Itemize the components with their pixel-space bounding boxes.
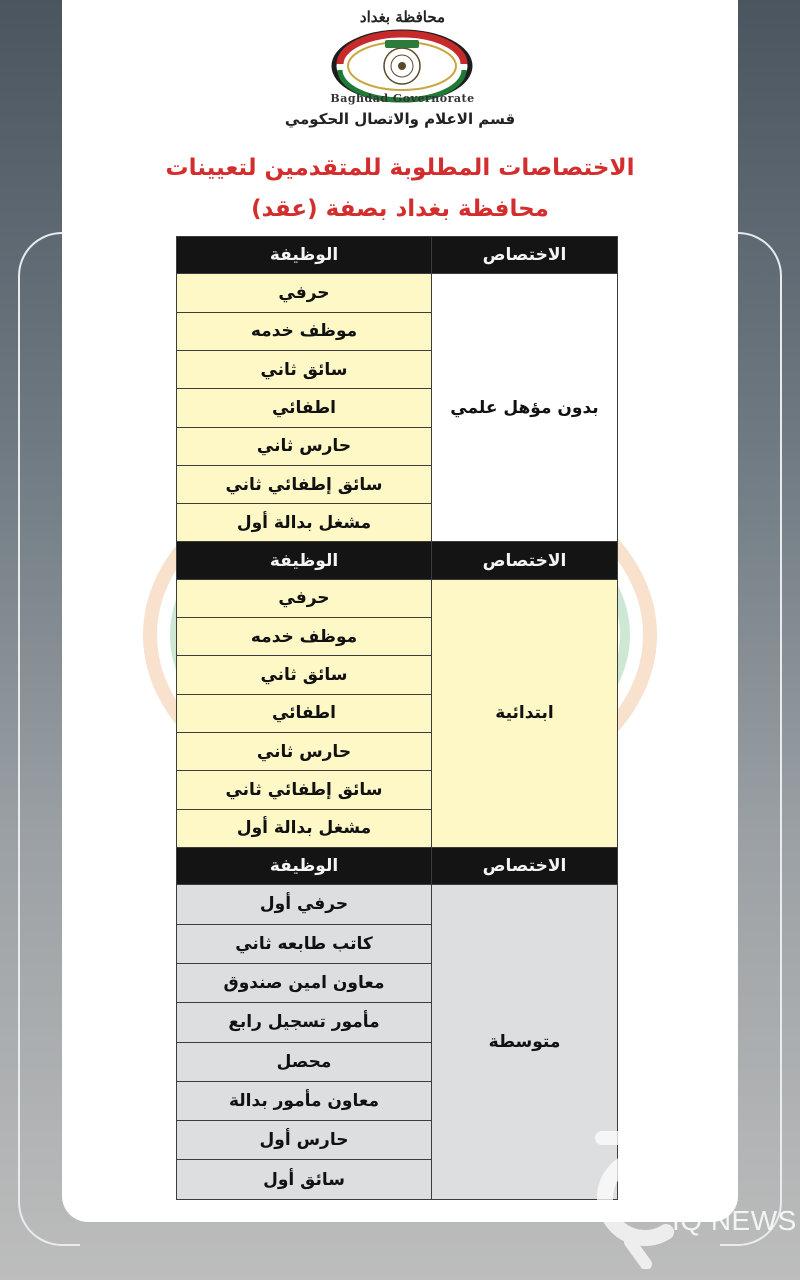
- table-header-row: [177, 847, 618, 884]
- column-header-specialization: الاختصاص: [432, 542, 618, 579]
- job-cell: سائق أول: [177, 1160, 432, 1200]
- iq-news-logo-icon: [574, 1124, 694, 1269]
- column-header-job: الوظيفة: [177, 542, 432, 579]
- job-cell: معاون امين صندوق: [177, 963, 432, 1002]
- logo-title: محافظة بغداد: [359, 8, 446, 26]
- job-cell: سائق إطفائي ثاني: [177, 771, 432, 809]
- specialization-cell: ابتدائية: [432, 579, 618, 847]
- iq-news-watermark-text: IQ NEWS: [672, 1205, 797, 1236]
- specialization-cell: بدون مؤهل علمي: [432, 274, 618, 542]
- job-cell: اطفائي: [177, 694, 432, 732]
- job-cell: كاتب طابعه ثاني: [177, 924, 432, 963]
- job-cell: محصل: [177, 1042, 432, 1081]
- job-cell: حرفي: [177, 274, 432, 312]
- page-title-line-2: محافظة بغداد بصفة (عقد): [251, 196, 549, 222]
- job-cell: مأمور تسجيل رابع: [177, 1003, 432, 1042]
- job-cell: سائق ثاني: [177, 350, 432, 388]
- job-cell: معاون مأمور بدالة: [177, 1081, 432, 1120]
- table-row: [177, 579, 618, 617]
- column-header-specialization: الاختصاص: [432, 237, 618, 274]
- job-cell: موظف خدمه: [177, 312, 432, 350]
- table-header-row: [177, 542, 618, 579]
- job-cell: سائق إطفائي ثاني: [177, 465, 432, 503]
- job-cell: مشغل بدالة أول: [177, 809, 432, 847]
- specialization-cell: متوسطة: [432, 885, 618, 1200]
- baghdad-governorate-logo: [330, 8, 475, 108]
- logo-caption: Baghdad Governorate: [330, 92, 475, 105]
- job-cell: حرفي أول: [177, 885, 432, 924]
- job-cell: حارس ثاني: [177, 427, 432, 465]
- column-header-job: الوظيفة: [177, 847, 432, 884]
- job-cell: سائق ثاني: [177, 656, 432, 694]
- table-row: [177, 274, 618, 312]
- job-cell: حارس ثاني: [177, 733, 432, 771]
- page-title-line-1: الاختصاصات المطلوبة للمتقدمين لتعيينات: [165, 155, 635, 181]
- column-header-job: الوظيفة: [177, 237, 432, 274]
- job-cell: اطفائي: [177, 389, 432, 427]
- job-cell: حارس أول: [177, 1121, 432, 1160]
- job-cell: حرفي: [177, 579, 432, 617]
- table-header-row: [177, 237, 618, 274]
- job-cell: مشغل بدالة أول: [177, 504, 432, 542]
- table-row: [177, 885, 618, 924]
- department-name: قسم الاعلام والاتصال الحكومي: [284, 110, 516, 128]
- jobs-table: [176, 236, 618, 1200]
- column-header-specialization: الاختصاص: [432, 847, 618, 884]
- job-cell: موظف خدمه: [177, 618, 432, 656]
